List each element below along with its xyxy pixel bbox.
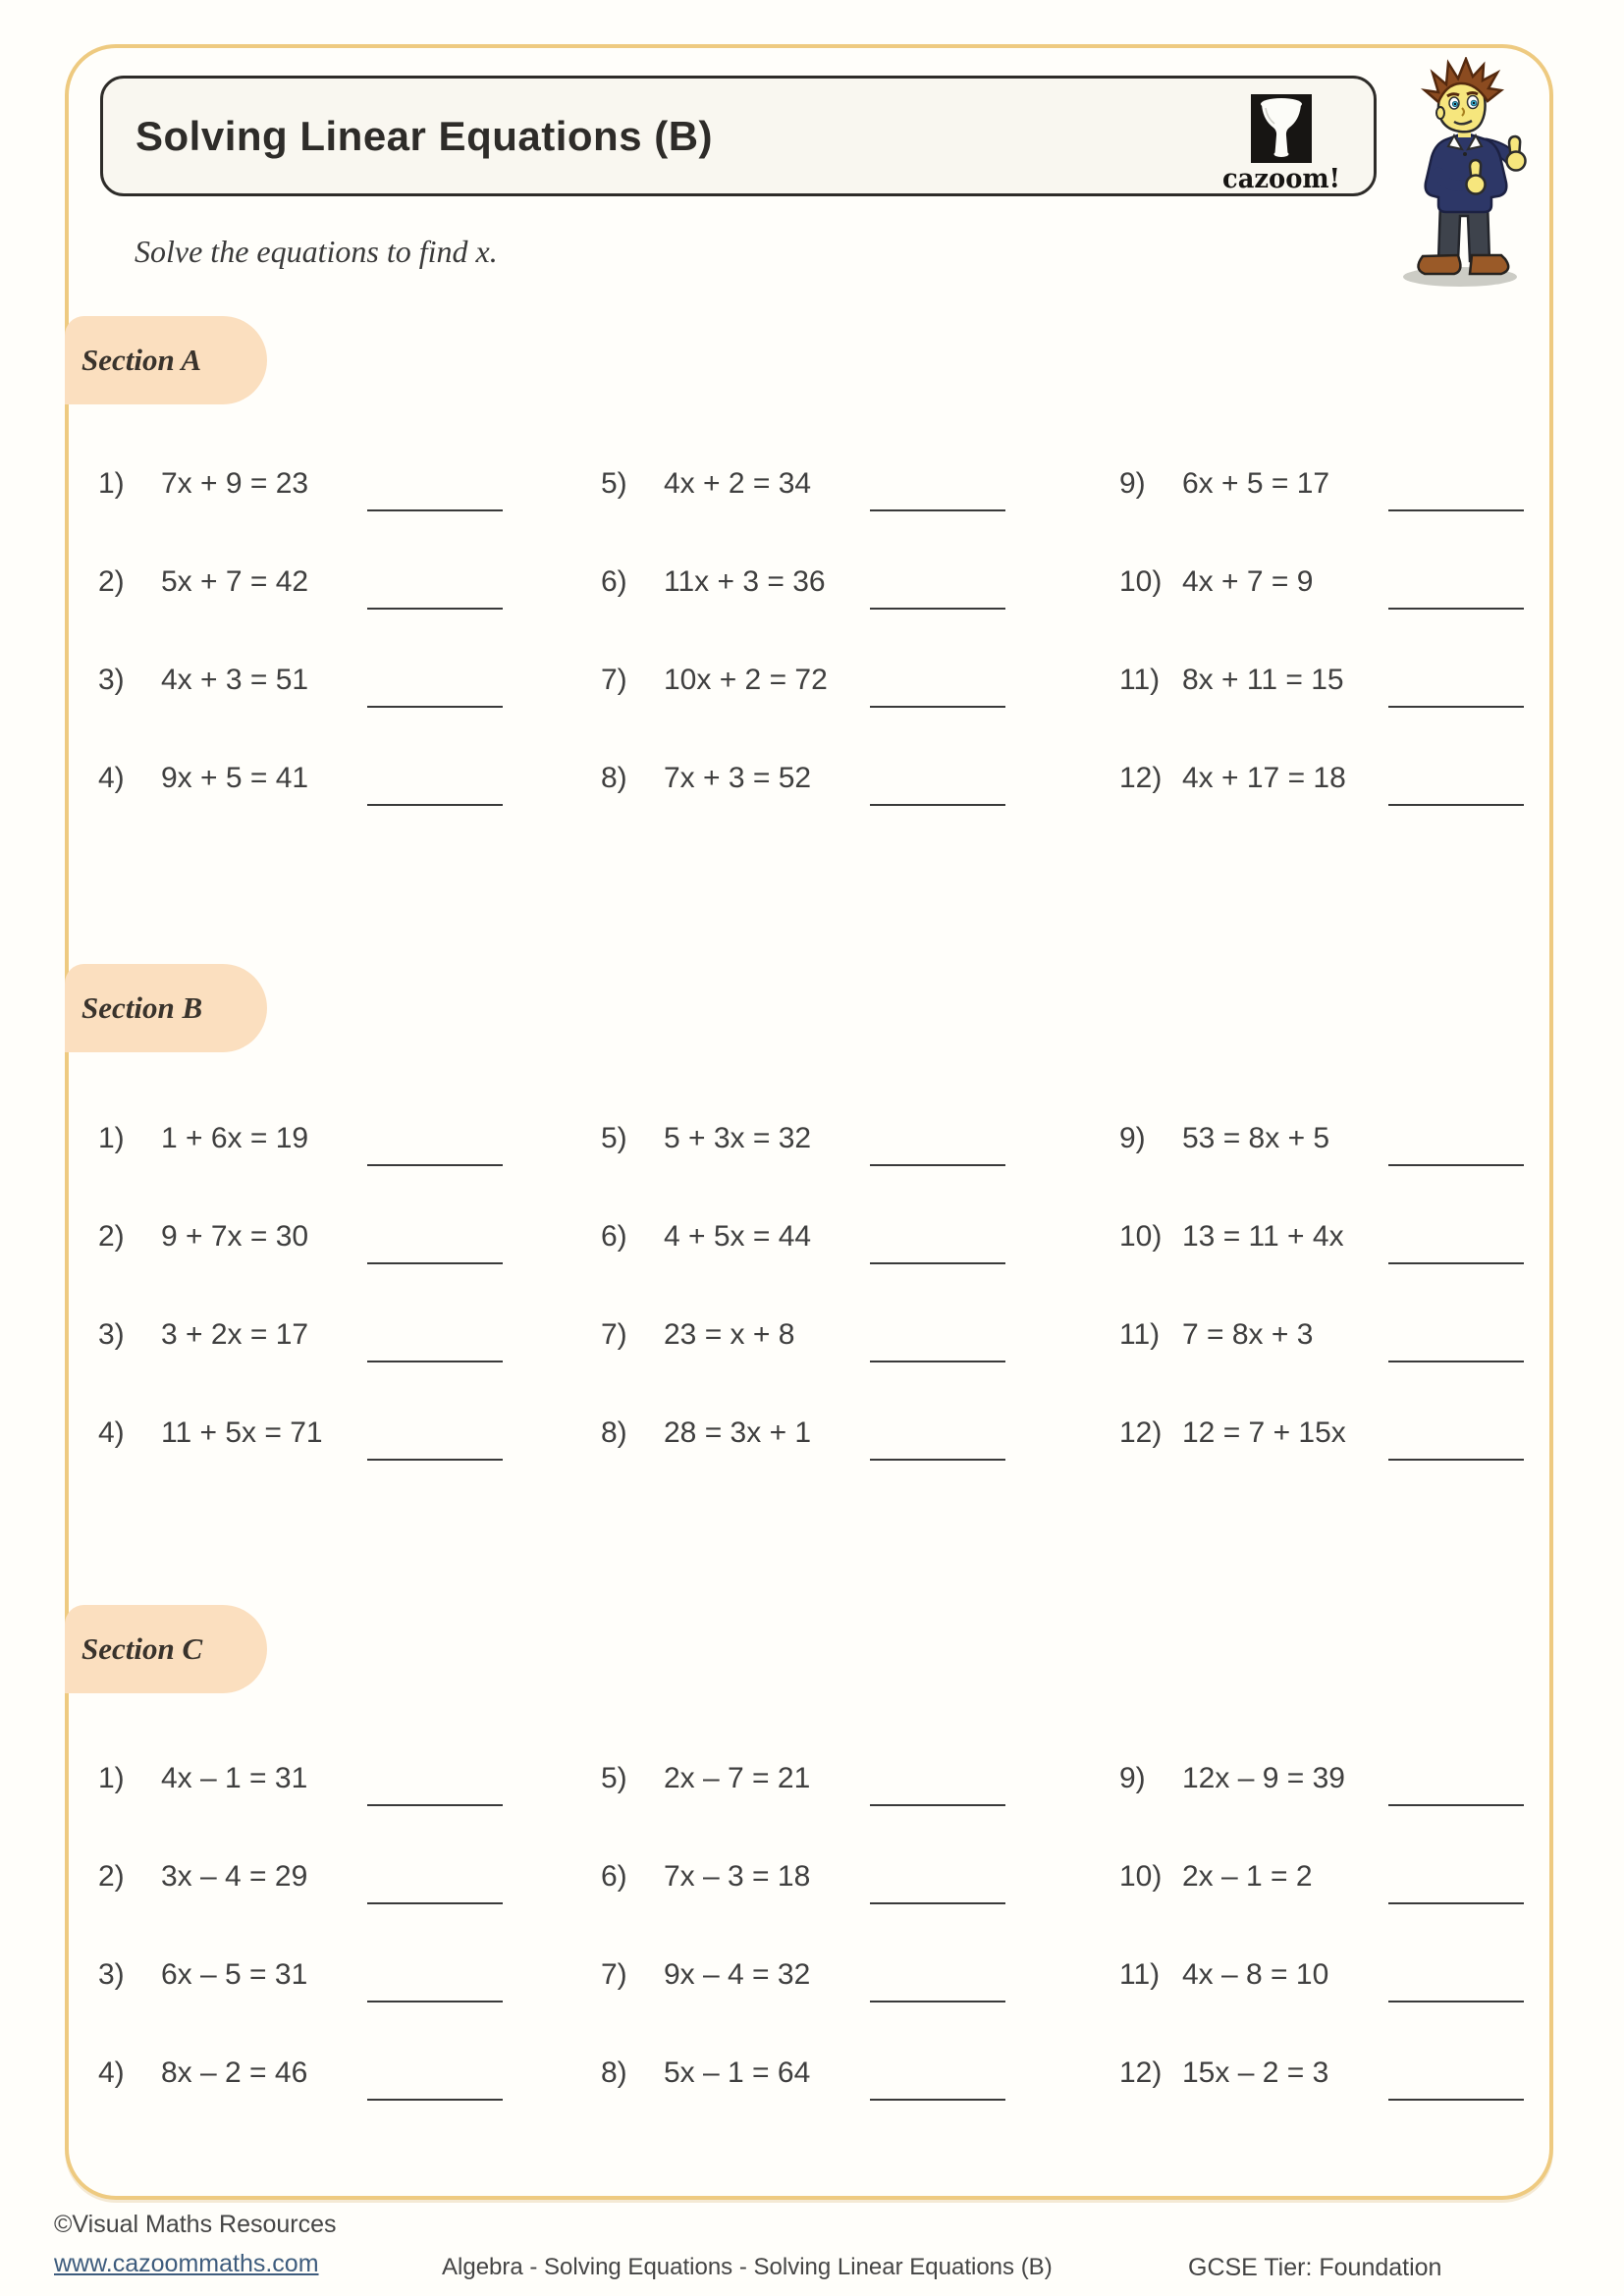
answer-line[interactable] — [1388, 1902, 1524, 1904]
problem-equation: 4x – 1 = 31 — [161, 1762, 308, 1794]
problems-column — [601, 1730, 1072, 2122]
problem-number: 10) — [1119, 565, 1163, 598]
problem-equation: 2x – 1 = 2 — [1182, 1860, 1313, 1893]
problem-number: 11) — [1119, 1958, 1161, 1991]
problem-equation: 11x + 3 = 36 — [664, 565, 826, 598]
problem-row — [1119, 1286, 1591, 1384]
problem-equation: 7x + 9 = 23 — [161, 467, 309, 500]
problems-column — [601, 1090, 1072, 1482]
answer-line[interactable] — [1388, 1164, 1524, 1166]
problem-equation: 1 + 6x = 19 — [161, 1122, 309, 1154]
problem-row — [601, 1286, 1072, 1384]
problem-number: 10) — [1119, 1860, 1163, 1893]
problem-number: 8) — [601, 1416, 627, 1449]
problems-column — [1119, 435, 1591, 828]
problem-equation: 4x + 2 = 34 — [664, 467, 812, 500]
answer-line[interactable] — [870, 608, 1005, 610]
problem-equation: 23 = x + 8 — [664, 1318, 795, 1351]
title-box — [100, 76, 1377, 196]
problem-row — [98, 533, 569, 631]
problem-equation: 5x – 1 = 64 — [664, 2056, 811, 2089]
problem-number: 11) — [1119, 1318, 1161, 1351]
answer-line[interactable] — [1388, 2001, 1524, 2002]
problem-number: 3) — [98, 1958, 125, 1991]
problem-row — [601, 1828, 1072, 1926]
problems-column — [1119, 1730, 1591, 2122]
answer-line[interactable] — [1388, 2099, 1524, 2101]
problem-number: 12) — [1119, 2056, 1163, 2089]
answer-line[interactable] — [1388, 509, 1524, 511]
problem-row — [98, 1090, 569, 1188]
answer-line[interactable] — [870, 1262, 1005, 1264]
problem-equation: 4x – 8 = 10 — [1182, 1958, 1329, 1991]
problem-number: 8) — [601, 2056, 627, 2089]
problem-equation: 9x + 5 = 41 — [161, 762, 309, 794]
problems-column — [98, 1090, 569, 1482]
section-a-problems — [0, 435, 1624, 828]
problem-number: 3) — [98, 1318, 125, 1351]
answer-line[interactable] — [367, 1361, 503, 1362]
problem-number: 10) — [1119, 1220, 1163, 1253]
problems-column — [601, 435, 1072, 828]
problem-equation: 7 = 8x + 3 — [1182, 1318, 1314, 1351]
answer-line[interactable] — [367, 706, 503, 708]
problem-row — [1119, 1730, 1591, 1828]
answer-line[interactable] — [1388, 706, 1524, 708]
section-label: Section B — [81, 990, 203, 1025]
section-label: Section C — [81, 1631, 203, 1666]
problem-number: 12) — [1119, 762, 1163, 794]
problem-row — [1119, 533, 1591, 631]
problem-row — [1119, 2024, 1591, 2122]
problem-equation: 4x + 3 = 51 — [161, 664, 309, 696]
problem-row — [1119, 1188, 1591, 1286]
problem-equation: 4x + 17 = 18 — [1182, 762, 1346, 794]
problem-number: 6) — [601, 1220, 627, 1253]
problem-equation: 6x – 5 = 31 — [161, 1958, 308, 1991]
answer-line[interactable] — [367, 2001, 503, 2002]
mascot-ear — [1436, 107, 1444, 119]
problem-row — [98, 1926, 569, 2024]
problem-equation: 3x – 4 = 29 — [161, 1860, 308, 1893]
problem-row — [98, 631, 569, 729]
problem-row — [98, 1188, 569, 1286]
problem-equation: 9 + 7x = 30 — [161, 1220, 309, 1253]
website-link[interactable]: www.cazoommaths.com — [54, 2250, 319, 2277]
problem-number: 6) — [601, 565, 627, 598]
problem-number: 9) — [1119, 1762, 1146, 1794]
problem-row — [98, 435, 569, 533]
problem-equation: 28 = 3x + 1 — [664, 1416, 812, 1449]
problem-equation: 4 + 5x = 44 — [664, 1220, 812, 1253]
problem-row — [98, 729, 569, 828]
page-title: Solving Linear Equations (B) — [135, 112, 714, 159]
problem-number: 2) — [98, 1220, 125, 1253]
section-b-tag — [65, 964, 267, 1052]
tier-label: GCSE Tier: Foundation — [1188, 2254, 1442, 2281]
problem-row — [601, 1090, 1072, 1188]
breadcrumb: Algebra - Solving Equations - Solving Linear Equations (B) — [442, 2254, 1053, 2280]
problem-number: 8) — [601, 762, 627, 794]
problem-row — [1119, 1384, 1591, 1482]
problem-number: 1) — [98, 1122, 125, 1154]
problem-number: 3) — [98, 664, 125, 696]
problem-row — [601, 533, 1072, 631]
mascot-button — [1463, 152, 1467, 156]
section-a-tag — [65, 316, 267, 404]
mascot-right-shoe — [1470, 255, 1508, 274]
problem-number: 11) — [1119, 664, 1161, 696]
answer-line[interactable] — [367, 1804, 503, 1806]
answer-line[interactable] — [1388, 1804, 1524, 1806]
problem-row — [1119, 729, 1591, 828]
problem-number: 6) — [601, 1860, 627, 1893]
problem-equation: 5x + 7 = 42 — [161, 565, 309, 598]
problem-equation: 13 = 11 + 4x — [1182, 1220, 1344, 1253]
problems-column — [1119, 1090, 1591, 1482]
problem-equation: 3 + 2x = 17 — [161, 1318, 309, 1351]
problem-row — [601, 1384, 1072, 1482]
answer-line[interactable] — [367, 1164, 503, 1166]
answer-line[interactable] — [870, 2001, 1005, 2002]
problem-equation: 12x – 9 = 39 — [1182, 1762, 1345, 1794]
answer-line[interactable] — [367, 2099, 503, 2101]
problem-row — [98, 1828, 569, 1926]
problem-equation: 4x + 7 = 9 — [1182, 565, 1314, 598]
answer-line[interactable] — [367, 1902, 503, 1904]
problem-number: 5) — [601, 1762, 627, 1794]
problem-equation: 12 = 7 + 15x — [1182, 1416, 1346, 1449]
answer-line[interactable] — [367, 1459, 503, 1461]
problem-number: 1) — [98, 467, 125, 500]
problem-row — [1119, 435, 1591, 533]
answer-line[interactable] — [870, 2099, 1005, 2101]
problem-equation: 5 + 3x = 32 — [664, 1122, 812, 1154]
problem-row — [1119, 1090, 1591, 1188]
problem-number: 9) — [1119, 467, 1146, 500]
problem-equation: 2x – 7 = 21 — [664, 1762, 811, 1794]
problem-row — [98, 1730, 569, 1828]
answer-line[interactable] — [1388, 1262, 1524, 1264]
problem-number: 7) — [601, 664, 627, 696]
problem-number: 5) — [601, 1122, 627, 1154]
problem-equation: 10x + 2 = 72 — [664, 664, 828, 696]
cazoom-logo — [1220, 93, 1342, 191]
problem-row — [601, 1926, 1072, 2024]
answer-line[interactable] — [1388, 608, 1524, 610]
problem-number: 2) — [98, 565, 125, 598]
mascot-left-shoe — [1418, 255, 1460, 274]
problem-equation: 7x + 3 = 52 — [664, 762, 812, 794]
answer-line[interactable] — [870, 1459, 1005, 1461]
problem-number: 7) — [601, 1318, 627, 1351]
answer-line[interactable] — [367, 608, 503, 610]
cazoom-logo-text: cazoom! — [1222, 164, 1340, 191]
djembe-drum-icon — [1220, 93, 1342, 191]
section-label: Section A — [81, 343, 202, 377]
answer-line[interactable] — [870, 1164, 1005, 1166]
mascot-boy-illustration — [1389, 57, 1537, 289]
answer-line[interactable] — [1388, 1459, 1524, 1461]
problems-column — [98, 435, 569, 828]
answer-line[interactable] — [367, 1262, 503, 1264]
answer-line[interactable] — [870, 804, 1005, 806]
problem-row — [1119, 1926, 1591, 2024]
answer-line[interactable] — [1388, 804, 1524, 806]
problem-number: 2) — [98, 1860, 125, 1893]
problem-row — [1119, 631, 1591, 729]
problem-equation: 8x – 2 = 46 — [161, 2056, 308, 2089]
answer-line[interactable] — [367, 509, 503, 511]
answer-line[interactable] — [1388, 1361, 1524, 1362]
section-c-tag — [65, 1605, 267, 1693]
problem-row — [601, 729, 1072, 828]
mascot-eyebrow — [1467, 93, 1478, 95]
problem-number: 4) — [98, 1416, 125, 1449]
answer-line[interactable] — [367, 804, 503, 806]
problem-row — [98, 1384, 569, 1482]
answer-line[interactable] — [870, 509, 1005, 511]
problem-number: 1) — [98, 1762, 125, 1794]
instruction-text: Solve the equations to find x. — [135, 234, 498, 269]
problem-row — [1119, 1828, 1591, 1926]
section-b-problems — [0, 1090, 1624, 1482]
copyright-text: ©Visual Maths Resources — [54, 2211, 337, 2238]
problem-row — [601, 631, 1072, 729]
problem-row — [98, 1286, 569, 1384]
problem-equation: 15x – 2 = 3 — [1182, 2056, 1329, 2089]
problem-number: 5) — [601, 467, 627, 500]
problem-row — [98, 2024, 569, 2122]
answer-line[interactable] — [870, 706, 1005, 708]
problem-number: 12) — [1119, 1416, 1163, 1449]
answer-line[interactable] — [870, 1804, 1005, 1806]
section-c-problems — [0, 1730, 1624, 2122]
problem-row — [601, 2024, 1072, 2122]
problem-row — [601, 435, 1072, 533]
problem-number: 4) — [98, 2056, 125, 2089]
problem-equation: 6x + 5 = 17 — [1182, 467, 1330, 500]
problem-number: 4) — [98, 762, 125, 794]
answer-line[interactable] — [870, 1902, 1005, 1904]
problem-number: 7) — [601, 1958, 627, 1991]
problem-equation: 53 = 8x + 5 — [1182, 1122, 1330, 1154]
problem-equation: 9x – 4 = 32 — [664, 1958, 811, 1991]
problem-row — [601, 1188, 1072, 1286]
problem-equation: 11 + 5x = 71 — [161, 1416, 323, 1449]
problem-equation: 8x + 11 = 15 — [1182, 664, 1344, 696]
answer-line[interactable] — [870, 1361, 1005, 1362]
problems-column — [98, 1730, 569, 2122]
problem-number: 9) — [1119, 1122, 1146, 1154]
problem-row — [601, 1730, 1072, 1828]
problem-equation: 7x – 3 = 18 — [664, 1860, 811, 1893]
